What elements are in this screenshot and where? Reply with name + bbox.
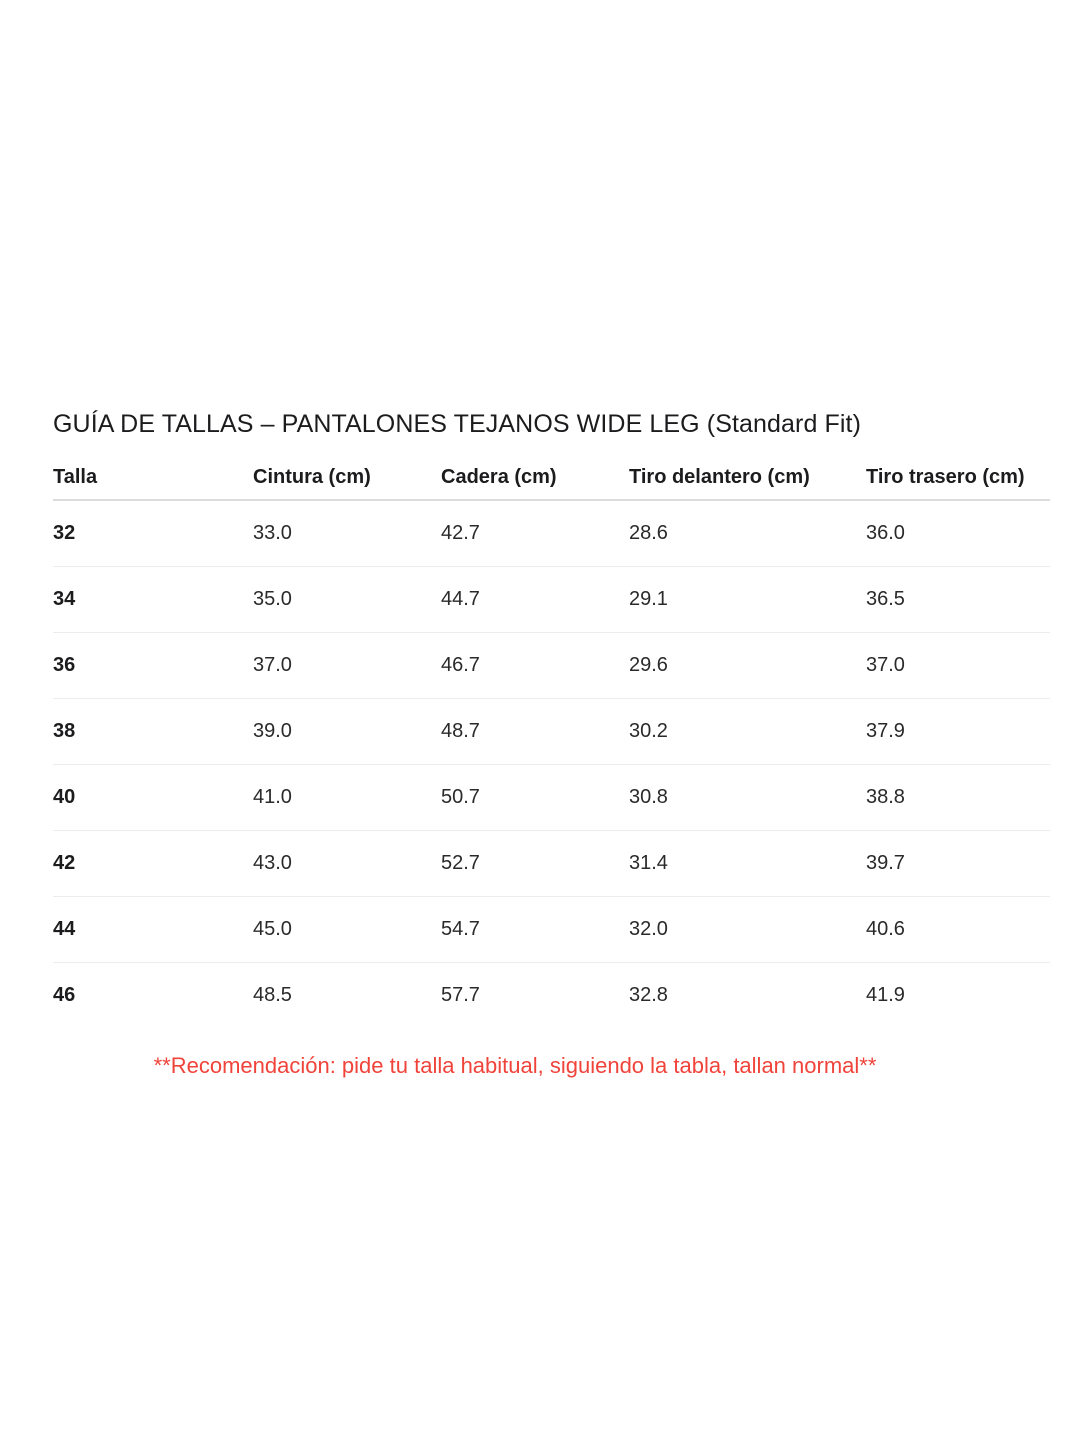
hip-cell: 42.7 — [441, 500, 629, 566]
hip-cell: 52.7 — [441, 830, 629, 896]
back-rise-cell: 38.8 — [866, 764, 1050, 830]
waist-cell: 41.0 — [253, 764, 441, 830]
waist-cell: 33.0 — [253, 500, 441, 566]
table-row — [53, 566, 1050, 632]
hip-cell: 44.7 — [441, 566, 629, 632]
front-rise-cell: 29.1 — [629, 566, 866, 632]
front-rise-cell: 29.6 — [629, 632, 866, 698]
waist-cell: 35.0 — [253, 566, 441, 632]
size-cell: 42 — [53, 830, 253, 896]
table-row — [53, 830, 1050, 896]
front-rise-cell: 28.6 — [629, 500, 866, 566]
back-rise-cell: 39.7 — [866, 830, 1050, 896]
hip-cell: 57.7 — [441, 983, 480, 1006]
table-row — [53, 632, 1050, 698]
column-header-front-rise: Tiro delantero (cm) — [629, 454, 866, 500]
recommendation-note: **Recomendación: pide tu talla habitual, siguiendo la tabla, tallan normal** — [153, 1053, 877, 1078]
front-rise-cell: 32.8 — [629, 983, 668, 1006]
waist-cell: 39.0 — [253, 698, 441, 764]
size-cell: 36 — [53, 632, 253, 698]
column-header-size: Talla — [53, 454, 253, 500]
table-row — [53, 764, 1050, 830]
front-rise-cell: 30.2 — [629, 698, 866, 764]
back-rise-cell: 37.0 — [866, 632, 1050, 698]
back-rise-cell: 37.9 — [866, 698, 1050, 764]
back-rise-cell: 41.9 — [866, 983, 905, 1006]
size-cell: 38 — [53, 698, 253, 764]
waist-cell: 48.5 — [253, 983, 292, 1006]
page-title: GUÍA DE TALLAS – PANTALONES TEJANOS WIDE LEG (Standard Fit) — [53, 410, 861, 438]
table-header-row — [53, 454, 1050, 500]
back-rise-cell: 36.0 — [866, 500, 1050, 566]
size-cell: 46 — [53, 983, 76, 1006]
front-rise-cell: 30.8 — [629, 764, 866, 830]
back-rise-cell: 36.5 — [866, 566, 1050, 632]
waist-cell: 43.0 — [253, 830, 441, 896]
column-header-hip: Cadera (cm) — [441, 454, 629, 500]
size-cell: 34 — [53, 566, 253, 632]
column-header-waist: Cintura (cm) — [253, 454, 441, 500]
size-cell: 40 — [53, 764, 253, 830]
waist-cell: 45.0 — [253, 896, 441, 962]
table-row — [53, 500, 1050, 566]
size-cell: 32 — [53, 500, 253, 566]
table-row — [53, 698, 1050, 764]
hip-cell: 46.7 — [441, 632, 629, 698]
front-rise-cell: 31.4 — [629, 830, 866, 896]
table-row — [53, 896, 1050, 962]
size-cell: 44 — [53, 896, 253, 962]
front-rise-cell: 32.0 — [629, 896, 866, 962]
column-header-back-rise: Tiro trasero (cm) — [866, 454, 1050, 500]
back-rise-cell: 40.6 — [866, 896, 1050, 962]
hip-cell: 54.7 — [441, 896, 629, 962]
waist-cell: 37.0 — [253, 632, 441, 698]
size-table — [53, 454, 1050, 1028]
hip-cell: 48.7 — [441, 698, 629, 764]
table-row — [53, 962, 1050, 1028]
hip-cell: 50.7 — [441, 764, 629, 830]
size-guide — [53, 404, 1050, 1028]
